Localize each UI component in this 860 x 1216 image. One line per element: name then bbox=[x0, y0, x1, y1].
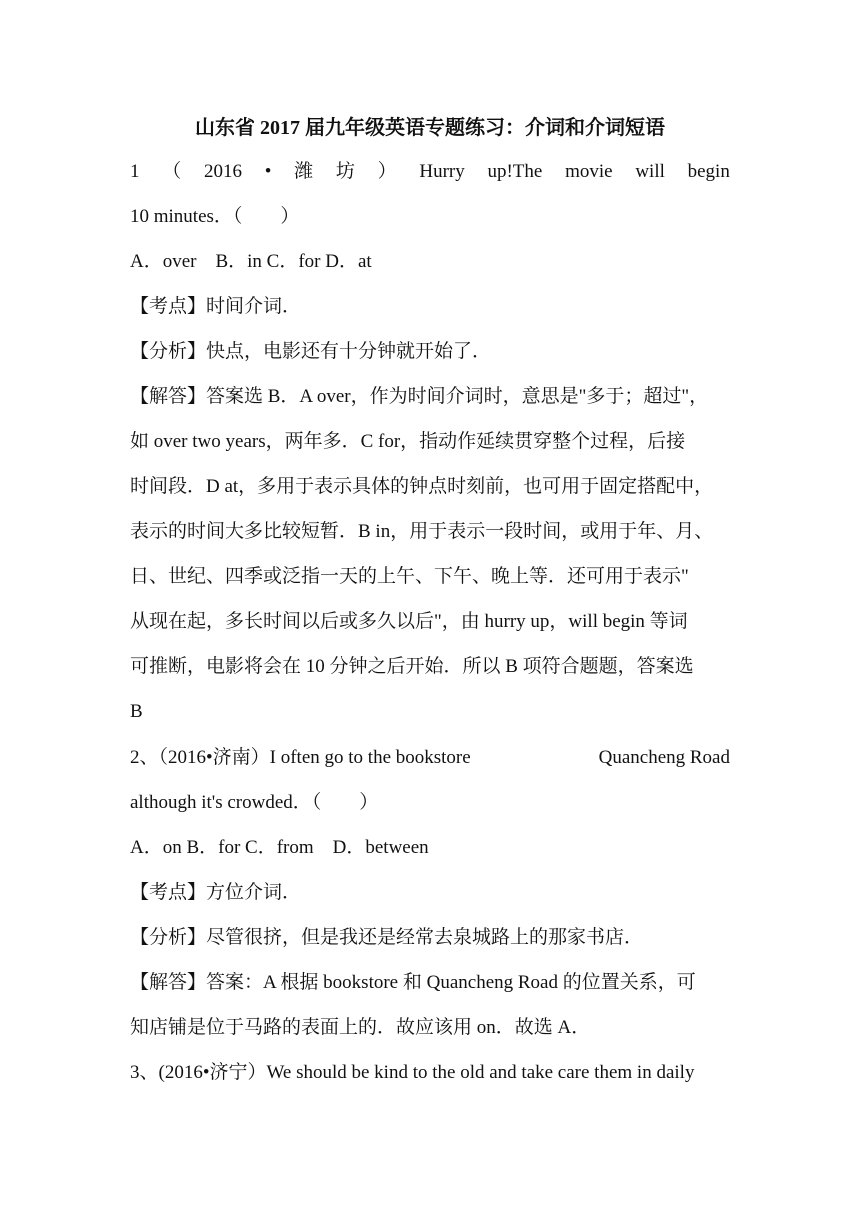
question-3-stem: 3、(2016•济宁）We should be kind to the old and take care them in daily bbox=[130, 1062, 695, 1083]
q1-token: movie bbox=[565, 161, 613, 182]
question-2-fenxi: 【分析】尽管很挤，但是我还是经常去泉城路上的那家书店． bbox=[130, 927, 644, 948]
question-1-jieda-line: 如 over two years，两年多．C for，指动作延续贯穿整个过程，后接 bbox=[130, 431, 686, 452]
question-1-jieda-line: B bbox=[130, 701, 143, 722]
question-1-jieda-line: 时间段．D at，多用于表示具体的钟点时刻前，也可用于固定搭配中， bbox=[130, 476, 714, 497]
q1-token: up!The bbox=[487, 161, 543, 182]
question-1-jieda-line: 表示的时间大多比较短暂．B in，用于表示一段时间，或用于年、月、 bbox=[130, 521, 714, 542]
question-1-jieda-line: 可推断，电影将会在 10 分钟之后开始．所以 B 项符合题题，答案选 bbox=[130, 656, 694, 677]
q1-token: begin bbox=[687, 161, 730, 182]
q2-stem-right: Quancheng Road bbox=[598, 747, 730, 768]
question-2-stem bbox=[130, 743, 730, 773]
question-1-stem-continued: 10 minutes．（ ） bbox=[130, 206, 300, 227]
question-1-jieda-line: 从现在起，多长时间以后或多久以后"，由 hurry up，will begin 等词 bbox=[130, 611, 688, 632]
q1-token: 2016 bbox=[203, 161, 242, 182]
q1-token: ） bbox=[377, 161, 397, 182]
question-1-jieda-line: 日、世纪、四季或泛指一天的上午、下午、晚上等．还可用于表示" bbox=[130, 566, 689, 587]
question-1-stem bbox=[130, 157, 730, 187]
question-2-kaodian: 【考点】方位介词． bbox=[130, 882, 302, 903]
q1-token: 潍 bbox=[294, 161, 314, 182]
question-1-options: A．over B．in C．for D．at bbox=[130, 251, 372, 272]
q1-token: 1 bbox=[130, 161, 140, 182]
question-2-stem-continued: although it's crowded．（ ） bbox=[130, 792, 379, 813]
question-1-kaodian: 【考点】时间介词． bbox=[130, 296, 302, 317]
question-2-jieda-line: 知店铺是位于马路的表面上的．故应该用 on．故选 A． bbox=[130, 1017, 591, 1038]
question-1-fenxi: 【分析】快点，电影还有十分钟就开始了． bbox=[130, 341, 492, 362]
q1-token: （ bbox=[162, 161, 182, 182]
document-title: 山东省 2017 届九年级英语专题练习：介词和介词短语 bbox=[195, 117, 665, 139]
q1-token: will bbox=[635, 161, 665, 182]
question-2-options: A．on B．for C．from D．between bbox=[130, 837, 429, 858]
question-2-jieda-line: 【解答】答案：A 根据 bookstore 和 Quancheng Road 的位置关系，可 bbox=[130, 972, 696, 993]
question-1-jieda-line: 【解答】答案选 B．A over，作为时间介词时，意思是"多于；超过"， bbox=[130, 386, 709, 407]
q1-token: • bbox=[264, 161, 272, 182]
q2-stem-left: 2、（2016•济南）I often go to the bookstore bbox=[130, 747, 471, 768]
q1-token: Hurry bbox=[419, 161, 465, 182]
q1-token: 坊 bbox=[335, 161, 355, 182]
